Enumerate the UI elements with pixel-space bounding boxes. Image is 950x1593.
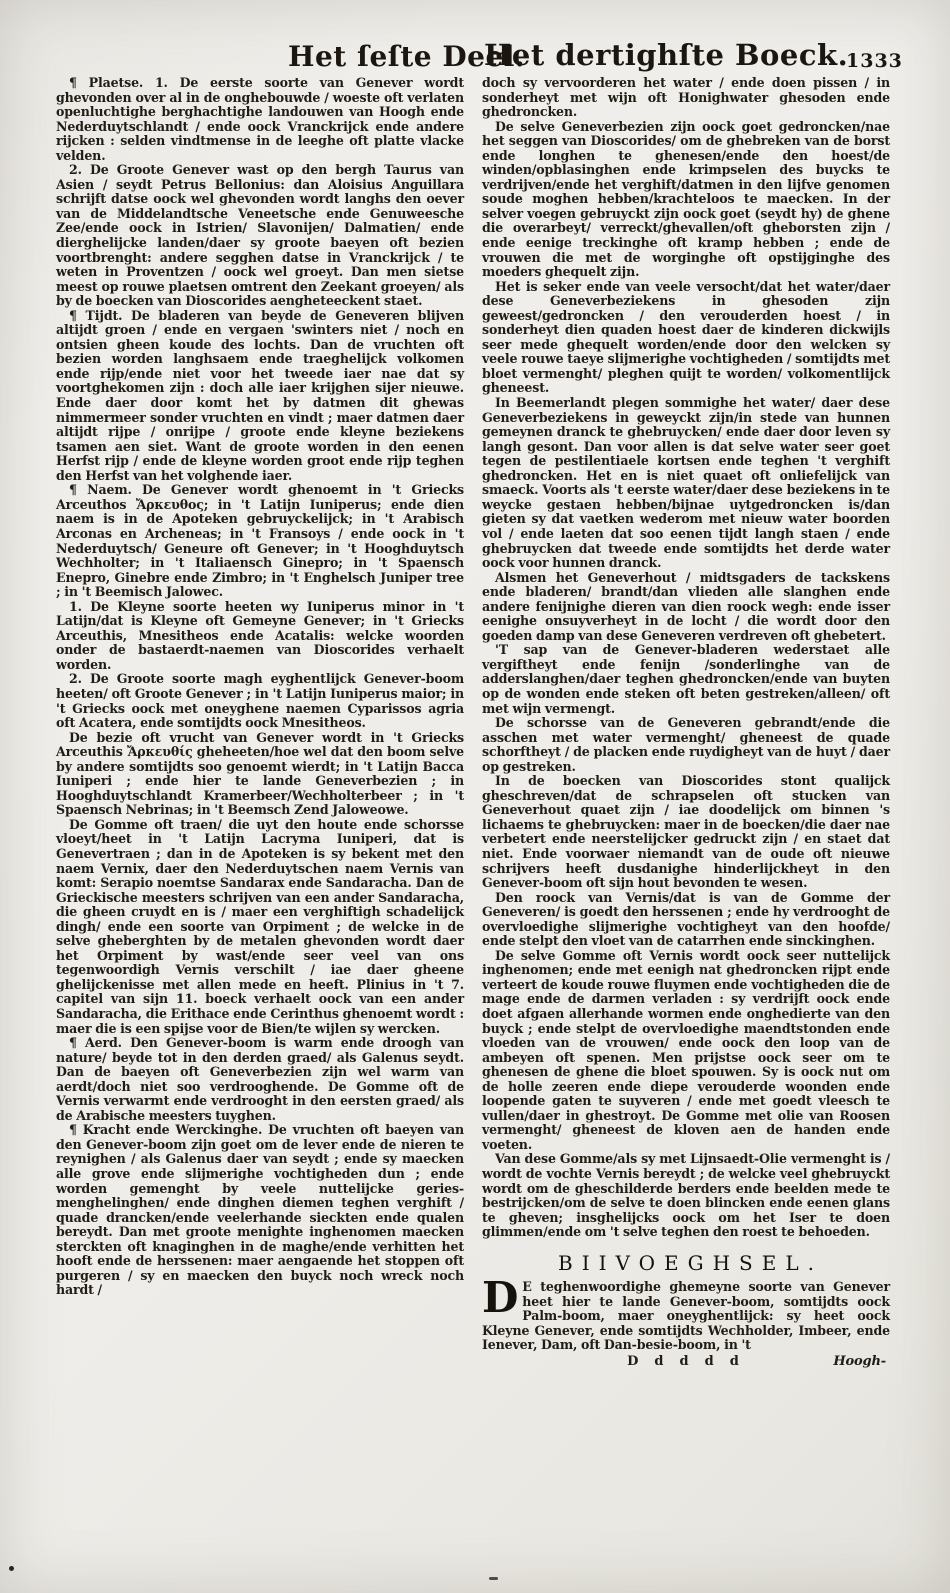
running-title-right: Het dertighſte Boeck. (484, 38, 849, 72)
right-column (482, 76, 890, 1371)
paragraph-sap-bladeren: 'T sap van de Genever-bladeren wederstaet alle vergiftheyt ende fenijn /sonderlinghe van de adderslanghen/daer teghen ghedroncken/ende van buyten op de wonden ende steken oft beten gestreken/alleen/ oft met wijn vermengt. (482, 642, 890, 716)
paragraph-geneverbezien: De selve Geneverbezien zijn oock goet gedroncken/nae het seggen van Dioscorides/ om de ghebreken van de borst ende longhen te ghenesen/ende den hoest/de winden/opblasinghen ende krimpselen des buycks te verdrijven/ende het verghift/datmen in den lijfve genomen soude moghen hebben/krachteloos te maecken. In der selver voegen gebruyckt zijn oock goet (seydt hy) de ghene die overarbeyt/ verreckt/ghevallen/oft gheborsten zijn / ende eenige treckinghe oft kramp hebben ; ende de vrouwen die met de worginghe oft opstijginghe des moeders ghequelt zijn. (482, 118, 890, 280)
supplement-heading: BIIVOEGHSEL. (558, 1250, 823, 1275)
paragraph-gomme: De Gomme oft traen/ die uyt den houte ende schorsse vloeyt/heet in 't Latijn Lacryma Iuniperi, dat is Genevertraen ; dan in de Apoteken is sy bekent met den naem Vernix, daer den Nederduytschen naem Vernis van komt: Serapio noemtse Sandarax ende Sandaracha. Dan de Grieckische meesters schrijven van een ander Sandaracha, die gheen cruydt en is / maer een verghiftigh schadelijck dingh/ ende een soorte van Orpiment ; de welcke in de selve gheberghten by de metalen ghevonden wordt daer het Orpiment by wast/ende seer veel van ons tegenwoordigh Vernis verschilt / iae daer gheene ghelijckenisse met allen mede en heeft. Plinius in 't 7. capitel van sijn 11. boeck verhaelt oock van een ander Sandaracha, die Erithace ende Cerinthus ghenoemt wordt : maer die is een spijse voor de Bien/te wijlen sy wercken. (56, 816, 464, 1036)
scan-speck (489, 1577, 498, 1580)
paragraph-groote-genever: 2. De Groote Genever wast op den bergh Taurus van Asien / seydt Petrus Bellonius: dan Aloisius Anguillara schrijft datse oock wel ghevonden wordt langhs den oever van de Middelandtsche Veneetsche ende Genuweesche Zee/ende oock in Istrien/ Slavonijen/ Dalmatien/ ende dierghelijcke landen/daer sy groote baeyen oft bezien voortbrenght: andere segghen datse in Vranckrijck / te weten in Proventzen / oock wel groeyt. Dan men sietse meest op rouwe plaetsen omtrent den Zeekant groeyen/ als by de boecken van Dioscorides aengheteeckent staet. (56, 162, 464, 309)
paragraph-beemerlandt: In Beemerlandt plegen sommighe het water/ daer dese Geneverbeziekens in geweyckt zijn/in stede van hunnen gemeynen dranck te ghebruycken/ ende daer door leven sy langh gesont. Dan voor allen is dat selve water seer goet tegen de pestilentiaele kortsen ende teghen 't verghift ghedroncken. Het en is niet quaet oft onliefelijck van smaeck. Voorts als 't eerste water/daer dese beziekens in te weycke gestaen hebben/bijnae uytgedroncken is/dan gieten sy dat vaetken wederom met nieuw water boorden vol / ende laeten dat soo eenen tijdt langh staen / ende ghebruycken dat tweede ende somtijdts het derde water oock voor hunnen dranck. (482, 395, 890, 571)
paragraph-water-hoest: Het is seker ende van veele versocht/dat het water/daer dese Geneverbeziekens in ghesoden zijn geweest/gedroncken / den verouderden hoest / in sonderheyt dien quaden hoest daer de kinderen dickwijls seer mede ghequelt worden/ende door den welcken sy veele rouwe taeye slijmerighe vochtigheden / somtijdts met bloet vermenght/ pleghen quijt te worden/ volkomentlijck gheneest. (482, 278, 890, 396)
paragraph-schorsse: De schorsse van de Geneveren gebrandt/ende die asschen met water vermenght/ gheneest de quade schorftheyt / de placken ende ruydigheyt van de huyt / daer op gestreken. (482, 715, 890, 774)
supplement-paragraph (482, 1273, 890, 1353)
paragraph-tijdt: ¶ Tijdt. De bladeren van beyde de Geneveren blijven altijdt groen / ende en vergaen 'swinters niet / noch en ontsien gheen koude des lochts. Dan de vruchten oft bezien worden langhsaem ende traeghelijck volkomen ende rijp/ende niet voor het tweede iaer nae dat sy voortghekomen zijn : doch alle iaer krijghen sijer nieuwe. Ende daer door komt het by datmen dit ghewas nimmermeer sonder vruchten en vindt ; maer datmen daer altijdt rijpe / onrijpe / groote ende kleyne beziekens tsamen aen siet. Want de groote worden in den eenen Herfst rijp / ende de kleyne worden groot ende rijp teghen den Herfst van het volghende iaer. (56, 307, 464, 483)
scan-speck (9, 1566, 14, 1571)
quire-signature-mark: D d d d d (627, 1354, 745, 1370)
paragraph-roock-vernis: Den roock van Vernis/dat is van de Gomme der Geneveren/ is goedt den herssenen ; ende hy verdrooght de overvloedighe slijmerighe vochtigheyt van den hoofde/ ende stelpt den vloet van de catarrhen ende sinckinghen. (482, 889, 890, 949)
paragraph-kleyne-soorte: 1. De Kleyne soorte heeten wy Iuniperus minor in 't Latijn/dat is Kleyne oft Gemeyne Genever; in 't Griecks Arceuthis, Mnesitheos ende Acatalis: welcke woorden onder de bastaerdt-naemen van Dioscorides verhaelt worden. (56, 598, 464, 672)
running-title-left: Het ſeſte Deel. (288, 40, 526, 73)
catchword: Hoogh- (833, 1354, 886, 1370)
paragraph-continuation: doch sy vervoorderen het water / ende doen pissen / in sonderheyt met wijn oft Honighwater ghesoden ende ghedroncken. (482, 75, 890, 120)
paragraph-gomme-vernis: De selve Gomme oft Vernis wordt oock seer nuttelijck inghenomen; ende met eenigh nat ghedroncken rijpt ende verteert de koude rouwe fluymen ende vochtigheden die de mage ende de darmen verladen : sy verdrijft oock ende doet afgaen allerhande wormen ende onghedierte van den buyck ; ende stelpt de overvloedighe maendtstonden ende vloeden van de vrouwen/ ende oock den loop van de ambeyen oft spenen. Men prijstse oock seer om te ghenesen de ghene die bloet spouwen. Sy is oock nut om de holle zeeren ende diepe verouderde woonden ende loopende gaten te suyveren / ende met goedt vleesch te vullen/daer in ghestroyt. De Gomme met olie van Roosen vermenght/ gheneest de kloven aen de handen ende voeten. (482, 947, 890, 1152)
paragraph-kracht: ¶ Kracht ende Werckinghe. De vruchten oft baeyen van den Genever-boom zijn goet om de lever ende de nieren te reynighen / als Galenus daer van seydt ; ende sy maecken alle grove ende slijmerighe vochtigheden dun ; ende worden gemenght by veele nuttelijcke geries-menghelinghen/ ende dinghen diemen teghen verghift / quade drancken/ende veelerhande sieckten ende qualen bereydt. Dan met groote menighte inghenomen maecken sterckten oft knaginghen in de maghe/ende verhitten het hooft ende de herssenen: maer aengaende het stoppen oft purgeren / sy en maecken den buyck noch wreck noch hardt / (56, 1122, 464, 1298)
signature-line (482, 1355, 890, 1371)
drop-cap-initial: D (482, 1273, 519, 1323)
supplement-text: E teghenwoordighe ghemeyne soorte van Genever heet hier te lande Genever-boom, somtijdts oock Palm-boom, maer oneyghentlijck: sy heet oock Kleyne Genever, ende somtijdts Wechholder, Imbeer, ende Ienever, Dam, oft Dan-besie-boom, in 't (482, 1279, 890, 1353)
paragraph-bezie: De bezie oft vrucht van Genever wordt in 't Griecks Arceuthis Ἄρκευθίς gheheeten/hoe wel dat den boom selve by andere somtijdts soo genoemt wierdt; in 't Latijn Bacca Iuniperi ; ende hier te lande Geneverbezien ; in Hooghduytschlandt Kramerbeer/Wechholterbeer ; in 't Spaensch Nebrinas; in 't Beemsch Zend Jaloweowe. (56, 729, 464, 818)
paragraph-naem: ¶ Naem. De Genever wordt ghenoemt in 't Griecks Arceuthos Ἄρκευθος; in 't Latijn Iuniperus; ende dien naem is in de Apoteken gebruyckelijck; in 't Arabisch Arconas en Archeneas; in 't Fransoys / ende oock in 't Nederduytsch/ Geneure oft Genever; in 't Hooghduytsch Wechholter; in 't Italiaensch Ginepro; in 't Spaensch Enepro, Ginebre ende Zimbro; in 't Enghelsch Juniper tree ; in 't Beemisch Jalowec. (56, 482, 464, 600)
paragraph-lijnsaedt-olie: Van dese Gomme/als sy met Lijnsaedt-Olie vermenght is / wordt de vochte Vernis bereydt ; de welcke veel ghebruyckt wordt om de gheschilderde berders ende beelden mede te bestrijcken/om de selve te doen blincken ende eenen glans te gheven; insghelijcks oock om het Iser te doen glimmen/ende om 't selve teghen den roest te behoeden. (482, 1151, 890, 1240)
paragraph-groote-soorte: 2. De Groote soorte magh eyghentlijck Genever-boom heeten/ oft Groote Genever ; in 't Latijn Iuniperus maior; in 't Griecks oock met oneyghene naemen Cyparissos agria oft Acatera, ende somtijdts oock Mnesitheos. (56, 671, 464, 731)
paragraph-geneverhout-roock: Alsmen het Geneverhout / midtsgaders de tackskens ende bladeren/ brandt/dan vlieden alle slanghen ende andere fenijnighe dieren van dien roock wegh: ende isser eenighe onsuyverheyt in de locht / die wordt door den goeden damp van dese Geneveren verdreven oft ghebetert. (482, 569, 890, 643)
paragraph-plaetse: ¶ Plaetse. 1. De eerste soorte van Genever wordt ghevonden over al in de onghebouwde / woeste oft verlaten openluchtighe berghachtighe landouwen van Hoogh ende Nederduytschlandt / ende oock Vranckrijck ende andere rijcken : selden vindtmense in de leeghe oft platte vlacke velden. (56, 75, 464, 163)
paragraph-dioscorides-boecken: In de boecken van Dioscorides stont qualijck gheschreven/dat de schrapselen oft stucken van Geneverhout quaet zijn / iae doodelijck om binnen 's lichaems te ghebruycken: maer in de boecken/die daer nae verbetert ende neerstelijcker gedruckt zijn / en staet dat niet. Ende voorwaer niemandt van de oude oft nieuwe schrijvers heeft dusdanighe hinderlijckheyt in den Genever-boom oft sijn hout bevonden te wesen. (482, 773, 890, 891)
left-column (56, 76, 464, 1298)
paragraph-aerd: ¶ Aerd. Den Genever-boom is warm ende droogh van nature/ beyde tot in den derden graed/ als Galenus seydt. Dan de baeyen oft Geneverbezien zijn wel warm van aerdt/doch niet soo verdrooghende. De Gomme oft de Vernis verwarmt ende verdrooght in den eersten graed/ als de Arabische meesters tuyghen. (56, 1035, 464, 1123)
page-number: 1333 (846, 50, 903, 72)
